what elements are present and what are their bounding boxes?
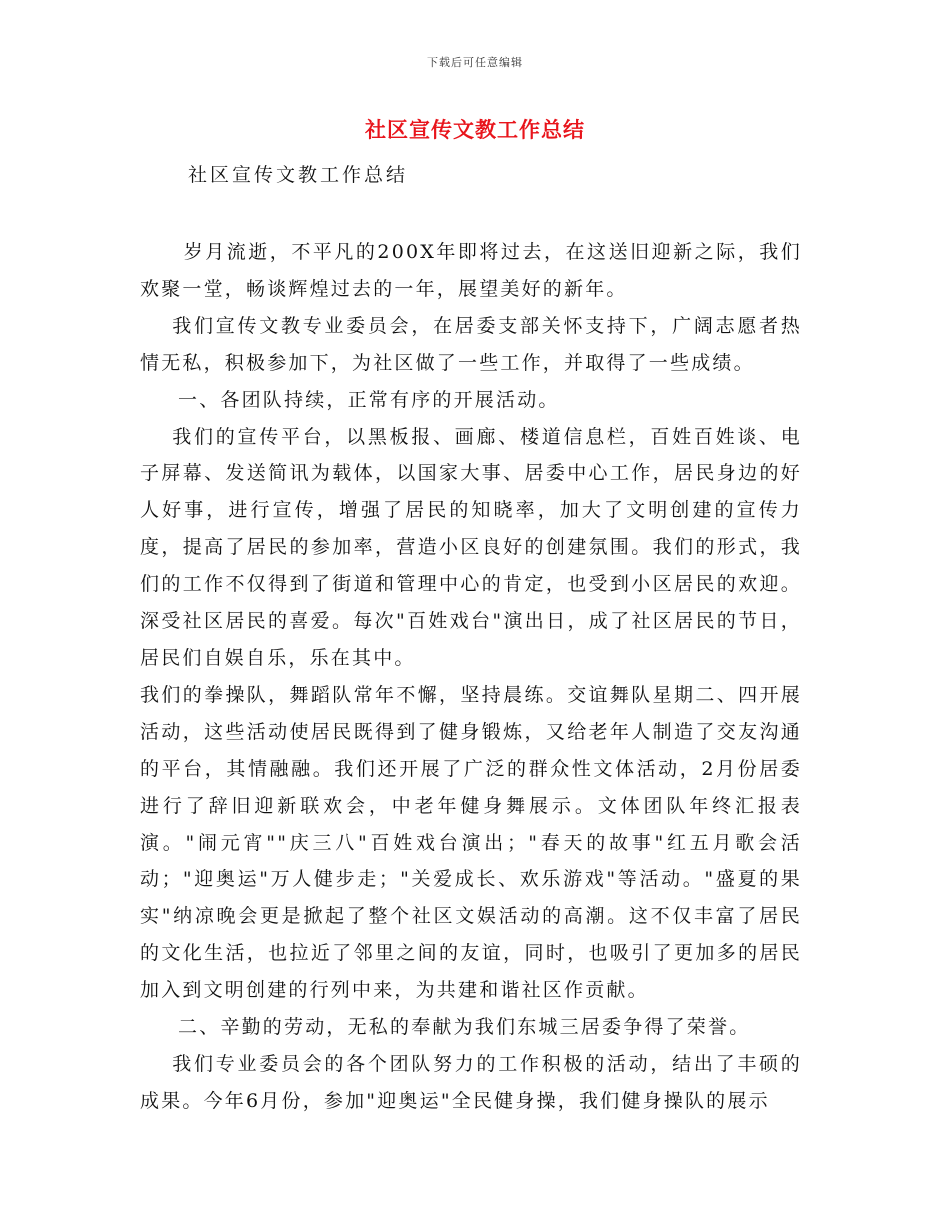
paragraph-achievements: 我们专业委员会的各个团队努力的工作积极的活动，结出了丰硕的成果。今年6月份，参加"迎奥运"全民健身操，我们健身操队的展示 xyxy=(140,1052,802,1112)
section-heading-2: 二、辛勤的劳动，无私的奉献为我们东城三居委争得了荣誉。 xyxy=(178,1016,751,1039)
header-note: 下载后可任意编辑 xyxy=(427,56,523,69)
paragraph-activities: 我们的拳操队，舞蹈队常年不懈，坚持晨练。交谊舞队星期二、四开展活动，这些活动使居民既得到了健身锻炼，又给老年人制造了交友沟通的平台，其情融融。我们还开展了广泛的群众性文体活动，2月份居委进行了辞旧迎新联欢会，中老年健身舞展示。文体团队年终汇报表演。"闹元宵""庆三八"百姓戏台演出；"春天的故事"红五月歌会活动；"迎奥运"万人健步走；"关爱成长、欢乐游戏"等活动。"盛夏的果实"纳凉晚会更是掀起了整个社区文娱活动的高潮。这不仅丰富了居民的文化生活，也拉近了邻里之间的友谊，同时，也吸引了更加多的居民加入到文明创建的行列中来，为共建和谐社区作贡献。 xyxy=(140,683,802,1002)
paragraph-publicity: 我们的宣传平台，以黑板报、画廊、楼道信息栏，百姓百姓谈、电子屏幕、发送简讯为载体，以国家大事、居委中心工作，居民身边的好人好事，进行宣传，增强了居民的知晓率，加大了文明创建的宣传力度，提高了居民的参加率，营造小区良好的创建氛围。我们的形式，我们的工作不仅得到了街道和管理中心的肯定，也受到小区居民的欢迎。深受社区居民的喜爱。每次"百姓戏台"演出日，成了社区居民的节日，居民们自娱自乐，乐在其中。 xyxy=(140,425,802,669)
document-subtitle: 社区宣传文教工作总结 xyxy=(188,164,409,186)
paragraph-intro: 岁月流逝，不平凡的200X年即将过去，在这送旧迎新之际，我们欢聚一堂，畅谈辉煌过去的一年，展望美好的新年。 xyxy=(140,241,802,300)
paragraph-committee: 我们宣传文教专业委员会，在居委支部关怀支持下，广阔志愿者热情无私，积极参加下，为社区做了一些工作，并取得了一些成绩。 xyxy=(140,314,802,374)
section-heading-1: 一、各团队持续，正常有序的开展活动。 xyxy=(178,388,560,411)
document-body xyxy=(140,234,802,1120)
document-title: 社区宣传文教工作总结 xyxy=(365,117,585,142)
